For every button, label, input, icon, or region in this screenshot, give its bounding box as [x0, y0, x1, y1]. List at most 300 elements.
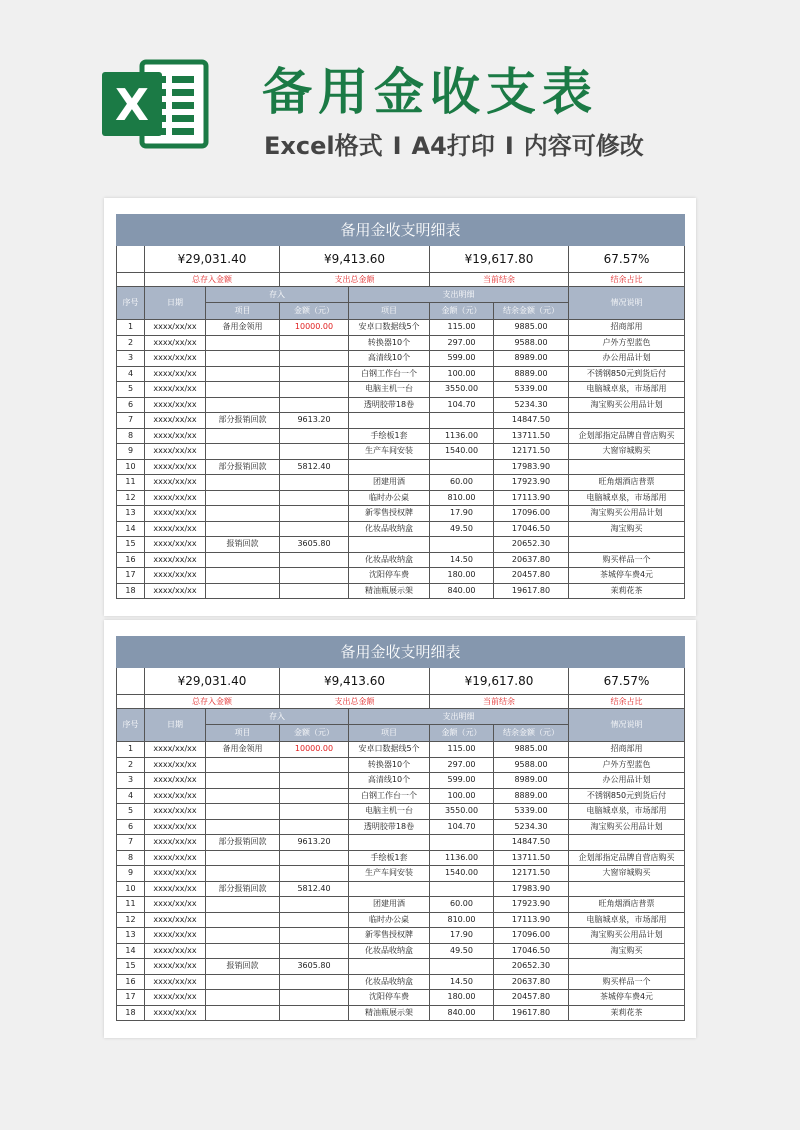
cell-note: 茉莉花茶: [569, 583, 685, 599]
stat-total-deposit: ¥29,031.40: [145, 668, 280, 695]
cell-seq: 4: [117, 366, 145, 382]
cell-balance: 17096.00: [494, 928, 569, 944]
cell-balance: 8989.00: [494, 773, 569, 789]
cell-seq: 11: [117, 897, 145, 913]
cell-seq: 13: [117, 928, 145, 944]
cell-note: 企划部指定品牌自营店购买: [569, 850, 685, 866]
cell-seq: 17: [117, 568, 145, 584]
page-header: [0, 0, 800, 190]
cell-expense-amount: [430, 537, 494, 553]
cell-expense-amount: 115.00: [430, 320, 494, 336]
cell-expense-amount: 3550.00: [430, 382, 494, 398]
cell-deposit-item: [206, 397, 280, 413]
cell-seq: 3: [117, 773, 145, 789]
cell-date: xxxx/xx/xx: [145, 552, 206, 568]
cell-balance: 20457.80: [494, 568, 569, 584]
cell-seq: 17: [117, 990, 145, 1006]
cell-expense-item: 临时办公桌: [349, 490, 430, 506]
cell-expense-item: [349, 459, 430, 475]
cell-expense-item: 沈阳停车费: [349, 568, 430, 584]
cell-note: [569, 413, 685, 429]
cell-balance: 13711.50: [494, 850, 569, 866]
header-deposit-item: 项目: [206, 303, 280, 320]
cell-seq: 8: [117, 850, 145, 866]
table-row: [117, 413, 685, 429]
cell-expense-item: 安卓口数据线5个: [349, 742, 430, 758]
cell-balance: 20637.80: [494, 974, 569, 990]
cell-deposit-amount: [280, 928, 349, 944]
cell-seq: 10: [117, 459, 145, 475]
cell-balance: 5339.00: [494, 382, 569, 398]
subtitle-format: Excel格式: [264, 132, 383, 160]
cell-expense-item: 电脑主机一台: [349, 804, 430, 820]
cell-deposit-amount: [280, 568, 349, 584]
cell-expense-amount: 49.50: [430, 521, 494, 537]
table-row: [117, 974, 685, 990]
cell-note: 淘宝购买公用品计划: [569, 819, 685, 835]
cell-note: 淘宝购买公用品计划: [569, 928, 685, 944]
table-row: [117, 912, 685, 928]
cell-balance: 17923.90: [494, 897, 569, 913]
cell-date: xxxx/xx/xx: [145, 428, 206, 444]
cell-deposit-item: [206, 773, 280, 789]
cell-date: xxxx/xx/xx: [145, 382, 206, 398]
cell-seq: 6: [117, 397, 145, 413]
cell-expense-amount: 1136.00: [430, 428, 494, 444]
cell-expense-item: [349, 537, 430, 553]
cell-note: 购买样品一个: [569, 552, 685, 568]
stats-spacer: [117, 273, 145, 287]
cell-expense-amount: 17.90: [430, 928, 494, 944]
header-date: 日期: [145, 287, 206, 320]
cell-deposit-amount: [280, 351, 349, 367]
stat-total-expense: ¥9,413.60: [280, 246, 430, 273]
table-row: [117, 804, 685, 820]
cell-balance: 17046.50: [494, 521, 569, 537]
cell-deposit-item: [206, 521, 280, 537]
cell-expense-amount: 297.00: [430, 335, 494, 351]
cell-deposit-item: 备用金领用: [206, 320, 280, 336]
cell-date: xxxx/xx/xx: [145, 397, 206, 413]
cell-balance: 20652.30: [494, 537, 569, 553]
cell-note: 旺角烟酒店普票: [569, 897, 685, 913]
cell-expense-item: 临时办公桌: [349, 912, 430, 928]
header-balance: 结余金额（元）: [494, 303, 569, 320]
table-row: [117, 537, 685, 553]
header-note: 情况说明: [569, 287, 685, 320]
cell-deposit-amount: 9613.20: [280, 413, 349, 429]
logo-letter: X: [115, 80, 149, 131]
cell-deposit-item: 备用金领用: [206, 742, 280, 758]
header-expense-amount: 金额（元）: [430, 303, 494, 320]
cell-expense-item: 化妆品收纳盒: [349, 521, 430, 537]
ledger-table: [116, 214, 685, 599]
cell-deposit-item: [206, 428, 280, 444]
cell-deposit-amount: 5812.40: [280, 881, 349, 897]
cell-deposit-amount: [280, 850, 349, 866]
cell-expense-item: 白钢工作台一个: [349, 788, 430, 804]
cell-note: [569, 881, 685, 897]
cell-seq: 11: [117, 475, 145, 491]
cell-expense-item: [349, 881, 430, 897]
cell-date: xxxx/xx/xx: [145, 521, 206, 537]
cell-date: xxxx/xx/xx: [145, 444, 206, 460]
cell-expense-item: 团建用酒: [349, 475, 430, 491]
cell-deposit-item: [206, 757, 280, 773]
table-row: [117, 568, 685, 584]
cell-deposit-amount: [280, 583, 349, 599]
cell-expense-item: 化妆品收纳盒: [349, 943, 430, 959]
cell-note: 电脑城卓泉，市场部用: [569, 912, 685, 928]
cell-expense-item: 生产车间安装: [349, 444, 430, 460]
cell-expense-amount: [430, 881, 494, 897]
cell-deposit-amount: [280, 397, 349, 413]
cell-balance: 13711.50: [494, 428, 569, 444]
cell-balance: 17983.90: [494, 459, 569, 475]
cell-date: xxxx/xx/xx: [145, 881, 206, 897]
stats-spacer: [117, 695, 145, 709]
table-row: [117, 742, 685, 758]
header-expense-amount: 金额（元）: [430, 725, 494, 742]
table-row: [117, 757, 685, 773]
table-row: [117, 583, 685, 599]
cell-seq: 13: [117, 506, 145, 522]
cell-deposit-amount: [280, 382, 349, 398]
header-balance: 结余金额（元）: [494, 725, 569, 742]
cell-date: xxxx/xx/xx: [145, 475, 206, 491]
cell-note: 电脑城卓泉，市场部用: [569, 804, 685, 820]
header-note: 情况说明: [569, 709, 685, 742]
cell-expense-item: [349, 413, 430, 429]
cell-balance: 17923.90: [494, 475, 569, 491]
label-total-expense: 支出总金额: [280, 695, 430, 709]
cell-note: 不锈钢850元到货后付: [569, 788, 685, 804]
table-row: [117, 959, 685, 975]
cell-deposit-amount: 10000.00: [280, 742, 349, 758]
cell-expense-amount: 840.00: [430, 1005, 494, 1021]
table-row: [117, 1005, 685, 1021]
sheet-title: 备用金收支明细表: [117, 637, 685, 668]
cell-expense-item: [349, 959, 430, 975]
cell-note: [569, 537, 685, 553]
cell-deposit-amount: 3605.80: [280, 959, 349, 975]
cell-expense-item: 生产车间安装: [349, 866, 430, 882]
cell-expense-item: 沈阳停车费: [349, 990, 430, 1006]
cell-deposit-amount: [280, 819, 349, 835]
cell-balance: 9885.00: [494, 320, 569, 336]
cell-date: xxxx/xx/xx: [145, 335, 206, 351]
cell-balance: 17113.90: [494, 912, 569, 928]
cell-seq: 8: [117, 428, 145, 444]
cell-date: xxxx/xx/xx: [145, 928, 206, 944]
cell-deposit-item: [206, 583, 280, 599]
table-row: [117, 819, 685, 835]
cell-date: xxxx/xx/xx: [145, 788, 206, 804]
cell-date: xxxx/xx/xx: [145, 897, 206, 913]
cell-date: xxxx/xx/xx: [145, 351, 206, 367]
cell-note: 大窗帘城购买: [569, 866, 685, 882]
label-current-balance: 当前结余: [430, 273, 569, 287]
sheet-page-2: [104, 620, 696, 1038]
cell-note: 电脑城卓泉，市场部用: [569, 490, 685, 506]
cell-expense-amount: 599.00: [430, 773, 494, 789]
cell-deposit-item: [206, 351, 280, 367]
cell-seq: 15: [117, 959, 145, 975]
cell-note: 淘宝购买: [569, 943, 685, 959]
cell-date: xxxx/xx/xx: [145, 943, 206, 959]
cell-balance: 19617.80: [494, 583, 569, 599]
cell-date: xxxx/xx/xx: [145, 912, 206, 928]
table-row: [117, 366, 685, 382]
table-row: [117, 521, 685, 537]
cell-note: [569, 959, 685, 975]
header-deposit-amount: 金额（元）: [280, 725, 349, 742]
cell-date: xxxx/xx/xx: [145, 990, 206, 1006]
cell-date: xxxx/xx/xx: [145, 959, 206, 975]
cell-balance: 17113.90: [494, 490, 569, 506]
cell-deposit-item: [206, 506, 280, 522]
header-expense-item: 项目: [349, 725, 430, 742]
cell-expense-amount: 17.90: [430, 506, 494, 522]
cell-balance: 12171.50: [494, 866, 569, 882]
cell-note: 淘宝购买: [569, 521, 685, 537]
ledger-table: [116, 636, 685, 1021]
label-current-balance: 当前结余: [430, 695, 569, 709]
cell-note: 茉莉花茶: [569, 1005, 685, 1021]
cell-deposit-item: [206, 912, 280, 928]
cell-deposit-item: [206, 819, 280, 835]
cell-seq: 9: [117, 444, 145, 460]
cell-balance: 12171.50: [494, 444, 569, 460]
cell-date: xxxx/xx/xx: [145, 568, 206, 584]
cell-expense-amount: 1540.00: [430, 444, 494, 460]
cell-deposit-amount: [280, 1005, 349, 1021]
cell-note: 招商部用: [569, 320, 685, 336]
cell-balance: 20652.30: [494, 959, 569, 975]
cell-deposit-item: [206, 335, 280, 351]
cell-date: xxxx/xx/xx: [145, 459, 206, 475]
stat-current-balance: ¥19,617.80: [430, 246, 569, 273]
cell-seq: 14: [117, 943, 145, 959]
cell-date: xxxx/xx/xx: [145, 1005, 206, 1021]
subtitle-separator: I: [504, 132, 514, 160]
table-row: [117, 444, 685, 460]
cell-note: 企划部指定品牌自营店购买: [569, 428, 685, 444]
cell-deposit-amount: 5812.40: [280, 459, 349, 475]
cell-expense-amount: 60.00: [430, 897, 494, 913]
cell-seq: 16: [117, 974, 145, 990]
cell-note: 旺角烟酒店普票: [569, 475, 685, 491]
cell-deposit-item: 部分报销回款: [206, 835, 280, 851]
table-row: [117, 475, 685, 491]
cell-seq: 3: [117, 351, 145, 367]
cell-date: xxxx/xx/xx: [145, 583, 206, 599]
cell-deposit-amount: [280, 866, 349, 882]
cell-deposit-item: [206, 990, 280, 1006]
label-total-deposit: 总存入金额: [145, 695, 280, 709]
cell-deposit-amount: [280, 475, 349, 491]
cell-seq: 2: [117, 757, 145, 773]
cell-seq: 6: [117, 819, 145, 835]
cell-balance: 17096.00: [494, 506, 569, 522]
cell-note: 招商部用: [569, 742, 685, 758]
cell-date: xxxx/xx/xx: [145, 742, 206, 758]
cell-seq: 9: [117, 866, 145, 882]
cell-expense-item: 转换器10个: [349, 335, 430, 351]
cell-deposit-item: 报销回款: [206, 537, 280, 553]
cell-expense-item: 透明胶带18卷: [349, 397, 430, 413]
cell-note: 淘宝购买公用品计划: [569, 397, 685, 413]
header-deposit-item: 项目: [206, 725, 280, 742]
cell-expense-amount: 100.00: [430, 366, 494, 382]
cell-balance: 5234.30: [494, 397, 569, 413]
cell-deposit-item: [206, 444, 280, 460]
cell-date: xxxx/xx/xx: [145, 506, 206, 522]
cell-date: xxxx/xx/xx: [145, 804, 206, 820]
cell-expense-amount: 104.70: [430, 397, 494, 413]
table-row: [117, 351, 685, 367]
excel-icon: [100, 58, 212, 150]
table-row: [117, 928, 685, 944]
cell-deposit-item: [206, 928, 280, 944]
cell-date: xxxx/xx/xx: [145, 835, 206, 851]
cell-note: 办公用品计划: [569, 351, 685, 367]
cell-expense-amount: 297.00: [430, 757, 494, 773]
cell-expense-amount: 14.50: [430, 552, 494, 568]
cell-expense-item: 化妆品收纳盒: [349, 974, 430, 990]
cell-seq: 7: [117, 413, 145, 429]
cell-seq: 5: [117, 804, 145, 820]
cell-date: xxxx/xx/xx: [145, 366, 206, 382]
cell-deposit-item: [206, 1005, 280, 1021]
header-expense: 支出明细: [349, 709, 569, 725]
cell-expense-amount: [430, 959, 494, 975]
cell-balance: 9588.00: [494, 757, 569, 773]
cell-note: 不锈钢850元到货后付: [569, 366, 685, 382]
page-subtitle: [264, 126, 644, 161]
cell-deposit-item: [206, 974, 280, 990]
cell-expense-amount: 60.00: [430, 475, 494, 491]
cell-deposit-item: [206, 850, 280, 866]
cell-expense-item: [349, 835, 430, 851]
cell-note: 淘宝购买公用品计划: [569, 506, 685, 522]
table-row: [117, 552, 685, 568]
cell-note: 购买样品一个: [569, 974, 685, 990]
cell-date: xxxx/xx/xx: [145, 819, 206, 835]
cell-expense-amount: 810.00: [430, 490, 494, 506]
cell-balance: 17046.50: [494, 943, 569, 959]
cell-expense-amount: 599.00: [430, 351, 494, 367]
table-row: [117, 788, 685, 804]
cell-seq: 15: [117, 537, 145, 553]
cell-seq: 1: [117, 320, 145, 336]
cell-deposit-item: [206, 804, 280, 820]
cell-balance: 17983.90: [494, 881, 569, 897]
cell-seq: 12: [117, 490, 145, 506]
stats-spacer: [117, 246, 145, 273]
cell-balance: 9885.00: [494, 742, 569, 758]
cell-deposit-item: 报销回款: [206, 959, 280, 975]
cell-seq: 16: [117, 552, 145, 568]
stat-balance-ratio: 67.57%: [569, 246, 685, 273]
cell-expense-item: 精油瓶展示架: [349, 1005, 430, 1021]
header-deposit-amount: 金额（元）: [280, 303, 349, 320]
cell-deposit-amount: [280, 912, 349, 928]
cell-date: xxxx/xx/xx: [145, 866, 206, 882]
cell-deposit-item: [206, 866, 280, 882]
page-title: 备用金收支表: [262, 63, 598, 121]
cell-date: xxxx/xx/xx: [145, 320, 206, 336]
cell-seq: 14: [117, 521, 145, 537]
table-row: [117, 835, 685, 851]
table-row: [117, 382, 685, 398]
cell-date: xxxx/xx/xx: [145, 537, 206, 553]
cell-seq: 5: [117, 382, 145, 398]
cell-date: xxxx/xx/xx: [145, 974, 206, 990]
cell-expense-item: 新零售授权牌: [349, 506, 430, 522]
cell-balance: 14847.50: [494, 835, 569, 851]
cell-deposit-amount: [280, 506, 349, 522]
cell-note: 电脑城卓泉，市场部用: [569, 382, 685, 398]
cell-expense-amount: [430, 413, 494, 429]
stat-current-balance: ¥19,617.80: [430, 668, 569, 695]
header-expense-item: 项目: [349, 303, 430, 320]
table-row: [117, 850, 685, 866]
cell-seq: 2: [117, 335, 145, 351]
subtitle-print: A4打印: [411, 132, 495, 160]
cell-balance: 19617.80: [494, 1005, 569, 1021]
cell-deposit-amount: [280, 788, 349, 804]
table-row: [117, 866, 685, 882]
cell-expense-item: 化妆品收纳盒: [349, 552, 430, 568]
cell-expense-amount: [430, 459, 494, 475]
cell-expense-item: 电脑主机一台: [349, 382, 430, 398]
table-row: [117, 490, 685, 506]
cell-note: [569, 459, 685, 475]
cell-deposit-item: [206, 366, 280, 382]
label-total-deposit: 总存入金额: [145, 273, 280, 287]
cell-deposit-item: 部分报销回款: [206, 881, 280, 897]
cell-seq: 10: [117, 881, 145, 897]
cell-deposit-amount: [280, 897, 349, 913]
cell-balance: 5234.30: [494, 819, 569, 835]
cell-deposit-amount: 10000.00: [280, 320, 349, 336]
label-total-expense: 支出总金额: [280, 273, 430, 287]
cell-date: xxxx/xx/xx: [145, 773, 206, 789]
cell-date: xxxx/xx/xx: [145, 413, 206, 429]
cell-note: 茶城停车费4元: [569, 990, 685, 1006]
cell-expense-amount: 810.00: [430, 912, 494, 928]
table-row: [117, 320, 685, 336]
cell-expense-amount: 100.00: [430, 788, 494, 804]
cell-expense-amount: 1136.00: [430, 850, 494, 866]
cell-expense-amount: 14.50: [430, 974, 494, 990]
cell-deposit-amount: [280, 552, 349, 568]
header-expense: 支出明细: [349, 287, 569, 303]
cell-balance: 8889.00: [494, 366, 569, 382]
cell-deposit-amount: [280, 490, 349, 506]
cell-deposit-amount: [280, 943, 349, 959]
cell-deposit-amount: [280, 773, 349, 789]
cell-balance: 5339.00: [494, 804, 569, 820]
header-seq: 序号: [117, 287, 145, 320]
cell-deposit-item: [206, 552, 280, 568]
cell-seq: 1: [117, 742, 145, 758]
cell-deposit-item: [206, 788, 280, 804]
cell-deposit-amount: [280, 521, 349, 537]
cell-seq: 18: [117, 1005, 145, 1021]
header-seq: 序号: [117, 709, 145, 742]
